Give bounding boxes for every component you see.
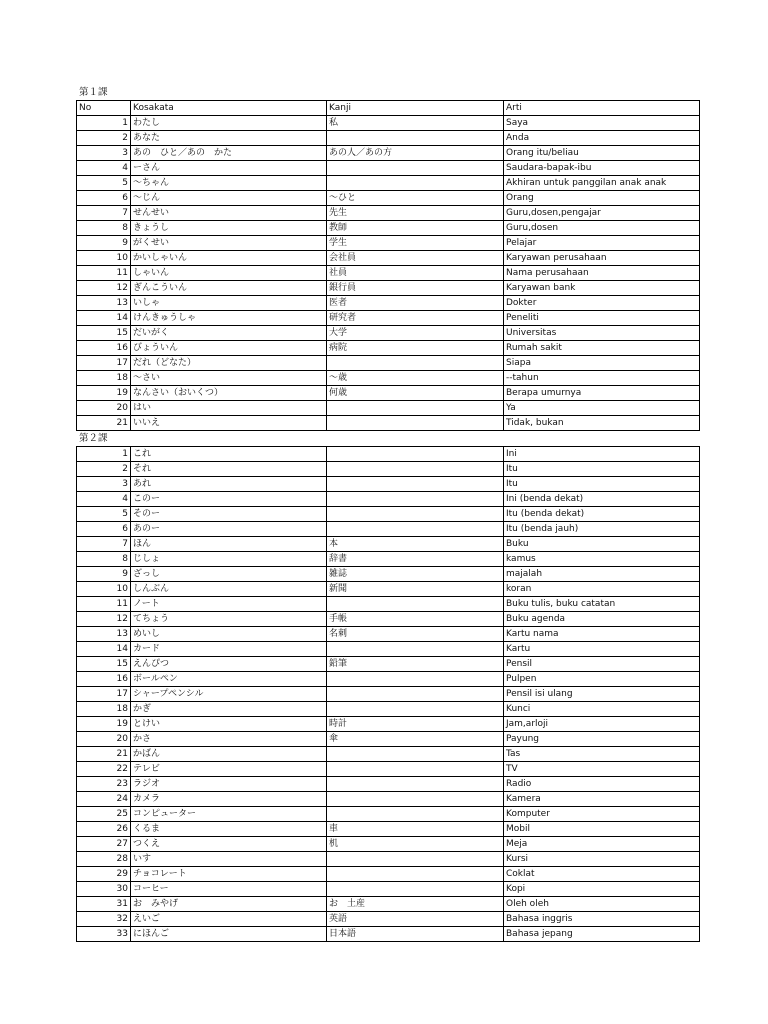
cell-no: 5 — [77, 176, 131, 191]
cell-kosakata: ーさん — [131, 161, 327, 176]
cell-kosakata: えいご — [131, 912, 327, 927]
cell-no: 26 — [77, 822, 131, 837]
table-row — [77, 176, 700, 191]
cell-arti: Payung — [504, 732, 700, 747]
cell-kanji: 医者 — [327, 296, 504, 311]
cell-kosakata: けんきゅうしゃ — [131, 311, 327, 326]
cell-kanji: 名刺 — [327, 627, 504, 642]
cell-kanji: 研究者 — [327, 311, 504, 326]
table-row — [77, 597, 700, 612]
cell-kosakata: いしゃ — [131, 296, 327, 311]
table-row — [77, 807, 700, 822]
cell-no: 20 — [77, 401, 131, 416]
table-row — [77, 206, 700, 221]
table-row — [77, 281, 700, 296]
cell-arti: Rumah sakit — [504, 341, 700, 356]
table-row — [77, 777, 700, 792]
cell-kanji: 英語 — [327, 912, 504, 927]
header-no: No — [77, 101, 131, 116]
cell-no: 7 — [77, 537, 131, 552]
lesson-2-title: 第２課 — [79, 433, 108, 444]
table-row — [77, 416, 700, 431]
table-row — [77, 401, 700, 416]
cell-kanji — [327, 492, 504, 507]
cell-kosakata: かいしゃいん — [131, 251, 327, 266]
cell-kosakata: ～ちゃん — [131, 176, 327, 191]
cell-kosakata: かさ — [131, 732, 327, 747]
cell-arti: Itu — [504, 462, 700, 477]
cell-arti: Akhiran untuk panggilan anak anak — [504, 176, 700, 191]
cell-kosakata: それ — [131, 462, 327, 477]
cell-kosakata: コーヒー — [131, 882, 327, 897]
cell-no: 16 — [77, 672, 131, 687]
table-row — [77, 116, 700, 131]
cell-arti: Karyawan bank — [504, 281, 700, 296]
cell-kanji — [327, 131, 504, 146]
cell-kanji: 本 — [327, 537, 504, 552]
cell-no: 23 — [77, 777, 131, 792]
cell-arti: Orang — [504, 191, 700, 206]
cell-kanji: 教師 — [327, 221, 504, 236]
cell-arti: Ini (benda dekat) — [504, 492, 700, 507]
table-row — [77, 236, 700, 251]
table-row — [77, 837, 700, 852]
cell-arti: Kunci — [504, 702, 700, 717]
cell-arti: Peneliti — [504, 311, 700, 326]
cell-arti: Dokter — [504, 296, 700, 311]
cell-kosakata: つくえ — [131, 837, 327, 852]
cell-kanji — [327, 507, 504, 522]
cell-kosakata: テレビ — [131, 762, 327, 777]
cell-arti: Universitas — [504, 326, 700, 341]
cell-kanji — [327, 672, 504, 687]
cell-no: 29 — [77, 867, 131, 882]
table-row — [77, 191, 700, 206]
cell-no: 17 — [77, 356, 131, 371]
cell-no: 8 — [77, 552, 131, 567]
cell-no: 27 — [77, 837, 131, 852]
cell-no: 4 — [77, 492, 131, 507]
table-row — [77, 447, 700, 462]
lesson-1-body — [77, 101, 700, 431]
table-row — [77, 912, 700, 927]
cell-kanji: 日本語 — [327, 927, 504, 942]
cell-arti: Itu — [504, 477, 700, 492]
cell-kosakata: しんぶん — [131, 582, 327, 597]
table-row — [77, 582, 700, 597]
cell-no: 18 — [77, 371, 131, 386]
table-row — [77, 897, 700, 912]
table-row — [77, 131, 700, 146]
cell-no: 12 — [77, 281, 131, 296]
cell-arti: Mobil — [504, 822, 700, 837]
cell-kanji: 先生 — [327, 206, 504, 221]
table-row — [77, 326, 700, 341]
table-row — [77, 311, 700, 326]
cell-kosakata: あのー — [131, 522, 327, 537]
cell-arti: koran — [504, 582, 700, 597]
cell-kanji: 社員 — [327, 266, 504, 281]
cell-kosakata: ～さい — [131, 371, 327, 386]
cell-arti: Bahasa inggris — [504, 912, 700, 927]
cell-arti: Jam,arloji — [504, 717, 700, 732]
cell-arti: Coklat — [504, 867, 700, 882]
cell-no: 18 — [77, 702, 131, 717]
cell-kosakata: あなた — [131, 131, 327, 146]
cell-kosakata: なんさい（おいくつ） — [131, 386, 327, 401]
cell-kanji: 辞書 — [327, 552, 504, 567]
cell-arti: Ini — [504, 447, 700, 462]
cell-no: 21 — [77, 747, 131, 762]
cell-kanji — [327, 807, 504, 822]
cell-arti: --tahun — [504, 371, 700, 386]
cell-kanji: ～ひと — [327, 191, 504, 206]
cell-arti: Orang itu/beliau — [504, 146, 700, 161]
cell-no: 32 — [77, 912, 131, 927]
cell-kanji — [327, 777, 504, 792]
cell-no: 4 — [77, 161, 131, 176]
cell-no: 17 — [77, 687, 131, 702]
cell-no: 15 — [77, 326, 131, 341]
cell-no: 1 — [77, 116, 131, 131]
cell-no: 31 — [77, 897, 131, 912]
cell-kanji — [327, 462, 504, 477]
cell-kanji — [327, 447, 504, 462]
cell-kanji — [327, 416, 504, 431]
cell-kanji — [327, 597, 504, 612]
cell-no: 3 — [77, 477, 131, 492]
cell-kanji — [327, 176, 504, 191]
cell-kanji: お 土産 — [327, 897, 504, 912]
cell-no: 19 — [77, 386, 131, 401]
cell-no: 11 — [77, 266, 131, 281]
table-row — [77, 477, 700, 492]
cell-arti: TV — [504, 762, 700, 777]
cell-kosakata: ざっし — [131, 567, 327, 582]
cell-no: 6 — [77, 191, 131, 206]
cell-no: 19 — [77, 717, 131, 732]
cell-arti: majalah — [504, 567, 700, 582]
cell-arti: Tidak, bukan — [504, 416, 700, 431]
table-row — [77, 161, 700, 176]
cell-kosakata: これ — [131, 447, 327, 462]
cell-kosakata: チョコレート — [131, 867, 327, 882]
cell-no: 20 — [77, 732, 131, 747]
cell-kanji — [327, 522, 504, 537]
cell-kosakata: あれ — [131, 477, 327, 492]
cell-no: 22 — [77, 762, 131, 777]
header-kosakata: Kosakata — [131, 101, 327, 116]
cell-kanji: 病院 — [327, 341, 504, 356]
table-row — [77, 732, 700, 747]
cell-arti: Pensil isi ulang — [504, 687, 700, 702]
cell-kanji: 大学 — [327, 326, 504, 341]
cell-no: 33 — [77, 927, 131, 942]
cell-kosakata: ボールペン — [131, 672, 327, 687]
table-row — [77, 341, 700, 356]
table-row — [77, 537, 700, 552]
cell-kosakata: だれ（どなた） — [131, 356, 327, 371]
cell-arti: Kursi — [504, 852, 700, 867]
table-row — [77, 507, 700, 522]
table-row — [77, 356, 700, 371]
cell-kanji — [327, 882, 504, 897]
table-row — [77, 462, 700, 477]
cell-kosakata: がくせい — [131, 236, 327, 251]
cell-kanji — [327, 687, 504, 702]
cell-kanji — [327, 477, 504, 492]
table-row — [77, 371, 700, 386]
cell-arti: Itu (benda dekat) — [504, 507, 700, 522]
cell-arti: Kamera — [504, 792, 700, 807]
cell-kosakata: あの ひと／あの かた — [131, 146, 327, 161]
cell-arti: Kartu — [504, 642, 700, 657]
table-row — [77, 792, 700, 807]
cell-kosakata: しゃいん — [131, 266, 327, 281]
cell-no: 11 — [77, 597, 131, 612]
cell-kosakata: じしょ — [131, 552, 327, 567]
table-row — [77, 522, 700, 537]
cell-kanji — [327, 356, 504, 371]
cell-arti: Siapa — [504, 356, 700, 371]
table-row — [77, 221, 700, 236]
cell-no: 13 — [77, 296, 131, 311]
cell-arti: Berapa umurnya — [504, 386, 700, 401]
cell-kosakata: ほん — [131, 537, 327, 552]
cell-kosakata: にほんご — [131, 927, 327, 942]
lesson-1-table — [76, 100, 700, 431]
cell-kosakata: いいえ — [131, 416, 327, 431]
cell-kanji — [327, 867, 504, 882]
cell-kosakata: ～じん — [131, 191, 327, 206]
table-row — [77, 747, 700, 762]
cell-kosakata: だいがく — [131, 326, 327, 341]
table-row — [77, 612, 700, 627]
cell-kanji: 新聞 — [327, 582, 504, 597]
cell-kanji: ～歳 — [327, 371, 504, 386]
cell-kanji: 私 — [327, 116, 504, 131]
table-row — [77, 552, 700, 567]
cell-no: 10 — [77, 582, 131, 597]
cell-kosakata: そのー — [131, 507, 327, 522]
cell-kosakata: はい — [131, 401, 327, 416]
cell-arti: Meja — [504, 837, 700, 852]
cell-kanji: 机 — [327, 837, 504, 852]
cell-arti: kamus — [504, 552, 700, 567]
cell-kosakata: かぎ — [131, 702, 327, 717]
table-row — [77, 702, 700, 717]
cell-no: 6 — [77, 522, 131, 537]
table-row — [77, 296, 700, 311]
table-row — [77, 146, 700, 161]
table-row — [77, 867, 700, 882]
cell-arti: Pulpen — [504, 672, 700, 687]
cell-kosakata: てちょう — [131, 612, 327, 627]
cell-kanji: 手帳 — [327, 612, 504, 627]
cell-no: 5 — [77, 507, 131, 522]
lesson-2-table — [76, 446, 700, 942]
cell-no: 10 — [77, 251, 131, 266]
cell-kosakata: ぎんこういん — [131, 281, 327, 296]
cell-no: 30 — [77, 882, 131, 897]
cell-kanji — [327, 852, 504, 867]
cell-arti: Anda — [504, 131, 700, 146]
cell-no: 8 — [77, 221, 131, 236]
header-arti: Arti — [504, 101, 700, 116]
cell-kosakata: カメラ — [131, 792, 327, 807]
cell-arti: Buku agenda — [504, 612, 700, 627]
cell-kanji — [327, 792, 504, 807]
cell-kosakata: とけい — [131, 717, 327, 732]
header-kanji: Kanji — [327, 101, 504, 116]
cell-kosakata: えんぴつ — [131, 657, 327, 672]
table-row — [77, 852, 700, 867]
cell-kanji: 何歳 — [327, 386, 504, 401]
cell-kanji — [327, 401, 504, 416]
lesson-2-body — [77, 447, 700, 942]
cell-no: 14 — [77, 642, 131, 657]
table-row — [77, 627, 700, 642]
cell-no: 2 — [77, 131, 131, 146]
cell-no: 12 — [77, 612, 131, 627]
table-header-row — [77, 101, 700, 116]
cell-arti: Pensil — [504, 657, 700, 672]
cell-kosakata: このー — [131, 492, 327, 507]
table-row — [77, 386, 700, 401]
table-row — [77, 492, 700, 507]
cell-no: 3 — [77, 146, 131, 161]
cell-arti: Karyawan perusahaan — [504, 251, 700, 266]
cell-kosakata: かばん — [131, 747, 327, 762]
cell-kanji: あの人／あの方 — [327, 146, 504, 161]
cell-arti: Buku — [504, 537, 700, 552]
table-row — [77, 882, 700, 897]
cell-no: 9 — [77, 236, 131, 251]
cell-kosakata: めいし — [131, 627, 327, 642]
cell-arti: Ya — [504, 401, 700, 416]
cell-no: 2 — [77, 462, 131, 477]
table-row — [77, 567, 700, 582]
cell-no: 21 — [77, 416, 131, 431]
cell-kanji — [327, 642, 504, 657]
cell-kanji: 傘 — [327, 732, 504, 747]
cell-kanji — [327, 747, 504, 762]
cell-kosakata: せんせい — [131, 206, 327, 221]
table-row — [77, 687, 700, 702]
cell-kanji — [327, 161, 504, 176]
cell-arti: Saudara-bapak-ibu — [504, 161, 700, 176]
cell-kosakata: シャープペンシル — [131, 687, 327, 702]
lesson-1-title: 第１課 — [79, 87, 108, 98]
cell-kanji: 雑誌 — [327, 567, 504, 582]
cell-kosakata: くるま — [131, 822, 327, 837]
cell-arti: Pelajar — [504, 236, 700, 251]
cell-kosakata: わたし — [131, 116, 327, 131]
cell-arti: Guru,dosen,pengajar — [504, 206, 700, 221]
cell-kanji — [327, 702, 504, 717]
cell-no: 1 — [77, 447, 131, 462]
table-row — [77, 717, 700, 732]
cell-kanji: 会社員 — [327, 251, 504, 266]
table-row — [77, 672, 700, 687]
vocabulary-sheet — [76, 85, 699, 942]
cell-arti: Nama perusahaan — [504, 266, 700, 281]
table-row — [77, 762, 700, 777]
cell-kanji: 車 — [327, 822, 504, 837]
cell-kanji — [327, 762, 504, 777]
cell-no: 13 — [77, 627, 131, 642]
cell-no: 25 — [77, 807, 131, 822]
cell-kosakata: ノート — [131, 597, 327, 612]
cell-arti: Radio — [504, 777, 700, 792]
cell-kosakata: ラジオ — [131, 777, 327, 792]
cell-arti: Guru,dosen — [504, 221, 700, 236]
cell-arti: Bahasa jepang — [504, 927, 700, 942]
cell-arti: Itu (benda jauh) — [504, 522, 700, 537]
cell-kanji: 銀行員 — [327, 281, 504, 296]
table-row — [77, 822, 700, 837]
cell-arti: Buku tulis, buku catatan — [504, 597, 700, 612]
cell-no: 9 — [77, 567, 131, 582]
cell-kosakata: お みやげ — [131, 897, 327, 912]
cell-kosakata: カード — [131, 642, 327, 657]
table-row — [77, 642, 700, 657]
cell-arti: Komputer — [504, 807, 700, 822]
cell-arti: Kartu nama — [504, 627, 700, 642]
cell-kosakata: びょういん — [131, 341, 327, 356]
table-row — [77, 927, 700, 942]
table-row — [77, 657, 700, 672]
cell-kanji: 学生 — [327, 236, 504, 251]
table-row — [77, 251, 700, 266]
cell-arti: Saya — [504, 116, 700, 131]
cell-no: 28 — [77, 852, 131, 867]
cell-kanji: 鉛筆 — [327, 657, 504, 672]
cell-kanji: 時計 — [327, 717, 504, 732]
cell-no: 15 — [77, 657, 131, 672]
cell-no: 14 — [77, 311, 131, 326]
cell-arti: Kopi — [504, 882, 700, 897]
cell-kosakata: コンピューター — [131, 807, 327, 822]
cell-no: 24 — [77, 792, 131, 807]
cell-no: 7 — [77, 206, 131, 221]
cell-arti: Tas — [504, 747, 700, 762]
table-row — [77, 266, 700, 281]
cell-no: 16 — [77, 341, 131, 356]
cell-arti: Oleh oleh — [504, 897, 700, 912]
cell-kosakata: きょうし — [131, 221, 327, 236]
cell-kosakata: いす — [131, 852, 327, 867]
